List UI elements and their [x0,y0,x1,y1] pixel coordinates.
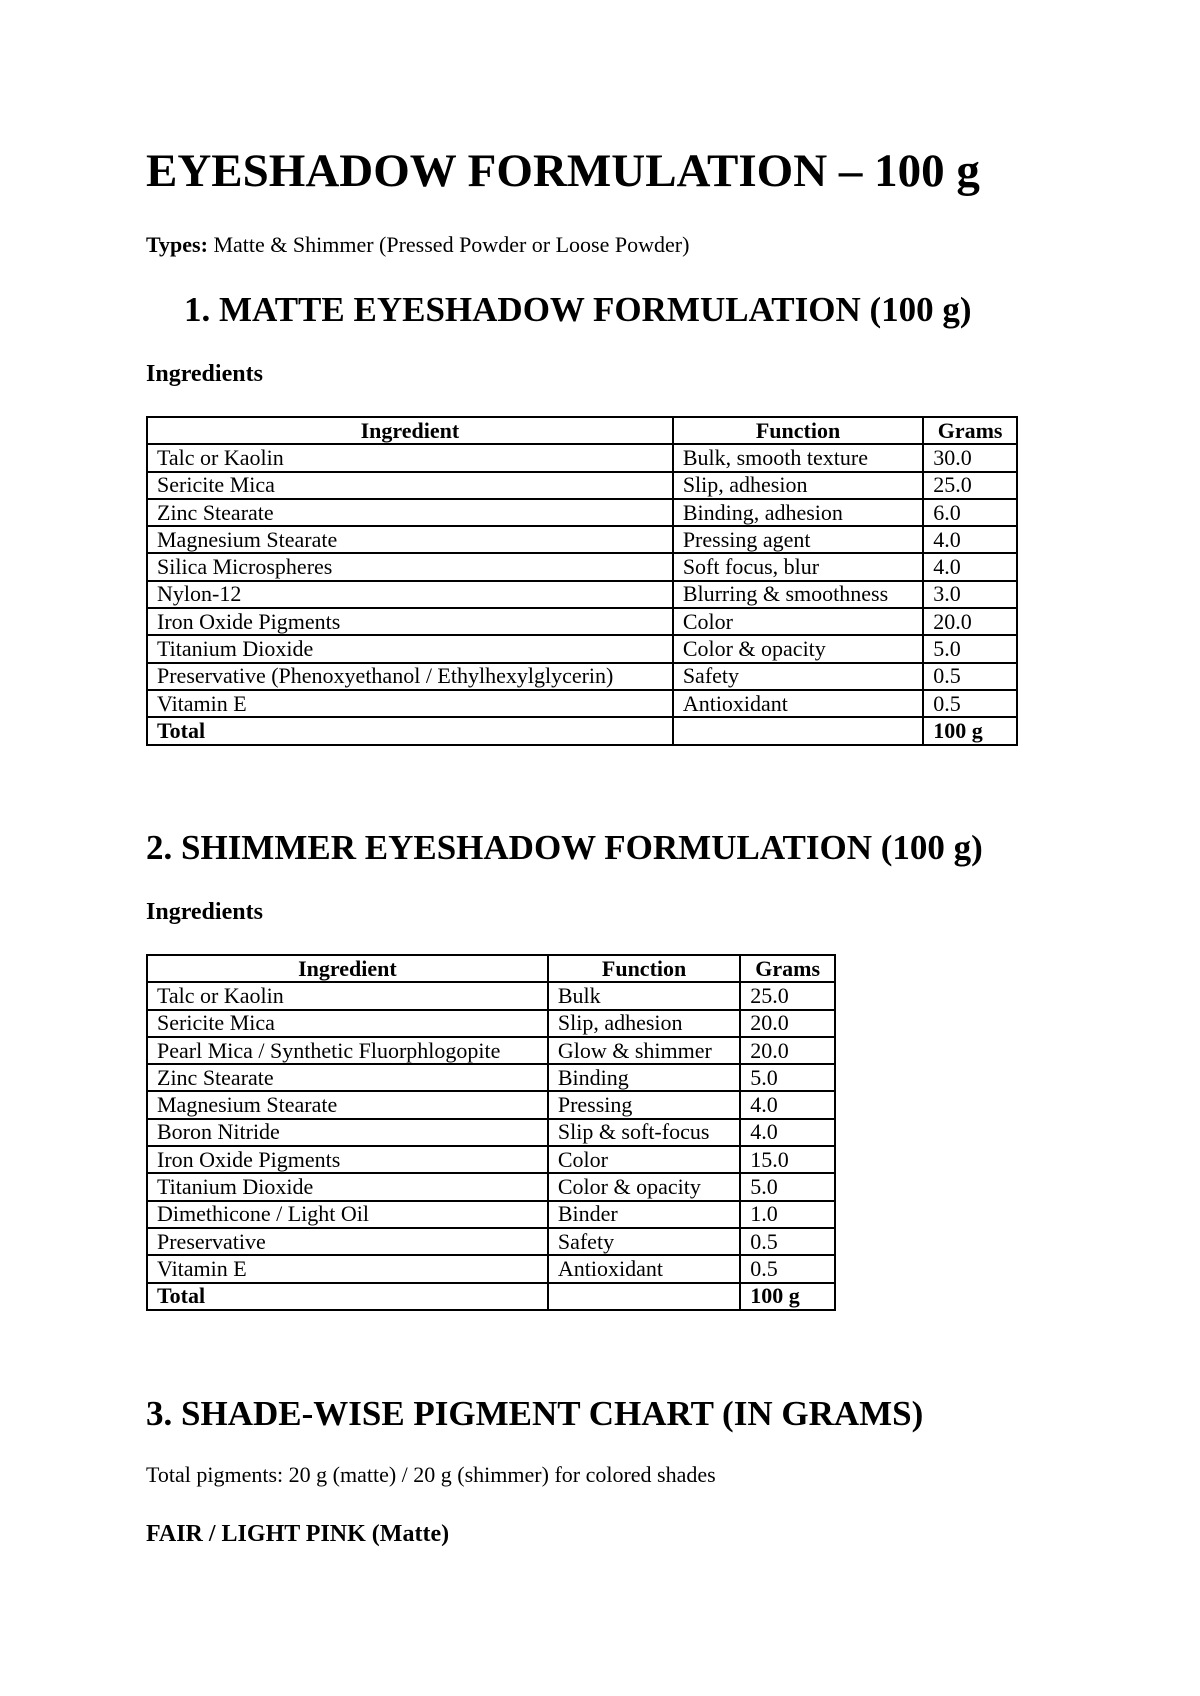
table-cell: 4.0 [923,553,1017,580]
table-cell: 0.5 [740,1255,835,1282]
types-label: Types: [146,232,208,257]
table-cell: Pressing [548,1091,740,1118]
table-cell: 5.0 [740,1173,835,1200]
matte-heading: 1. MATTE EYESHADOW FORMULATION (100 g) [184,290,972,329]
table-row [147,581,1017,608]
total-cell: Total [147,717,673,744]
total-cell: 100 g [923,717,1017,744]
column-header: Ingredient [147,955,548,982]
table-cell: Silica Microspheres [147,553,673,580]
total-cell: 100 g [740,1283,835,1310]
table-cell: Boron Nitride [147,1119,548,1146]
table-cell: 0.5 [740,1228,835,1255]
table-header-row [147,417,1017,444]
table-cell: Iron Oxide Pigments [147,1146,548,1173]
table-row [147,1228,835,1255]
table-cell: 20.0 [740,1010,835,1037]
total-row [147,1283,835,1310]
table-row [147,690,1017,717]
table-cell: Vitamin E [147,690,673,717]
table-cell: 25.0 [923,472,1017,499]
table-cell: 3.0 [923,581,1017,608]
table-row [147,499,1017,526]
table-cell: 15.0 [740,1146,835,1173]
table-cell: 1.0 [740,1201,835,1228]
table-row [147,635,1017,662]
table-cell: Talc or Kaolin [147,982,548,1009]
table-row [147,1037,835,1064]
table-row [147,1173,835,1200]
table-cell: Preservative [147,1228,548,1255]
table-cell: Sericite Mica [147,1010,548,1037]
matte-ingredients-table [146,416,1018,746]
table-cell: Dimethicone / Light Oil [147,1201,548,1228]
table-row [147,1119,835,1146]
total-cell [548,1283,740,1310]
column-header: Ingredient [147,417,673,444]
table-cell: 6.0 [923,499,1017,526]
table-row [147,1091,835,1118]
shade-heading-fair-light-pink: FAIR / LIGHT PINK (Matte) [146,1521,450,1547]
table-cell: Nylon-12 [147,581,673,608]
document-title: EYESHADOW FORMULATION – 100 g [146,145,980,197]
table-cell: Pearl Mica / Synthetic Fluorphlogopite [147,1037,548,1064]
shimmer-heading: 2. SHIMMER EYESHADOW FORMULATION (100 g) [146,828,983,867]
table-cell: Preservative (Phenoxyethanol / Ethylhexylglycerin) [147,663,673,690]
table-cell: Pressing agent [673,526,923,553]
table-cell: Soft focus, blur [673,553,923,580]
table-cell: Safety [673,663,923,690]
table-cell: 5.0 [923,635,1017,662]
table-cell: 4.0 [740,1119,835,1146]
table-cell: Slip, adhesion [673,472,923,499]
table-cell: 30.0 [923,444,1017,471]
table-row [147,444,1017,471]
matte-ingredients-subheading: Ingredients [146,361,263,387]
table-cell: Titanium Dioxide [147,635,673,662]
table-cell: Magnesium Stearate [147,1091,548,1118]
table-cell: Antioxidant [548,1255,740,1282]
total-cell: Total [147,1283,548,1310]
table-cell: Binding [548,1064,740,1091]
table-row [147,472,1017,499]
table-cell: Color [548,1146,740,1173]
table-cell: Talc or Kaolin [147,444,673,471]
table-row [147,1010,835,1037]
types-value: Matte & Shimmer (Pressed Powder or Loose Powder) [213,232,690,257]
table-cell: Color & opacity [673,635,923,662]
table-cell: 25.0 [740,982,835,1009]
table-cell: Glow & shimmer [548,1037,740,1064]
types-line [146,232,689,258]
table-cell: 4.0 [740,1091,835,1118]
shimmer-ingredients-table [146,954,836,1311]
table-row [147,526,1017,553]
total-row [147,717,1017,744]
column-header: Function [673,417,923,444]
table-row [147,1201,835,1228]
table-cell: 20.0 [740,1037,835,1064]
table-row [147,663,1017,690]
table-cell: Binder [548,1201,740,1228]
table-row [147,1064,835,1091]
pigment-note: Total pigments: 20 g (matte) / 20 g (shimmer) for colored shades [146,1462,716,1487]
shimmer-ingredients-subheading: Ingredients [146,899,263,925]
column-header: Grams [740,955,835,982]
table-cell: 5.0 [740,1064,835,1091]
table-cell: Magnesium Stearate [147,526,673,553]
table-row [147,1146,835,1173]
table-cell: Zinc Stearate [147,499,673,526]
table-cell: Binding, adhesion [673,499,923,526]
column-header: Grams [923,417,1017,444]
table-cell: Titanium Dioxide [147,1173,548,1200]
table-cell: Safety [548,1228,740,1255]
table-cell: Antioxidant [673,690,923,717]
table-cell: Color [673,608,923,635]
table-header-row [147,955,835,982]
table-row [147,553,1017,580]
table-cell: Iron Oxide Pigments [147,608,673,635]
table-cell: 0.5 [923,690,1017,717]
table-row [147,1255,835,1282]
column-header: Function [548,955,740,982]
table-cell: Vitamin E [147,1255,548,1282]
table-cell: Bulk [548,982,740,1009]
table-row [147,982,835,1009]
table-cell: Slip & soft-focus [548,1119,740,1146]
table-cell: 20.0 [923,608,1017,635]
table-cell: Slip, adhesion [548,1010,740,1037]
table-row [147,608,1017,635]
pigment-chart-heading: 3. SHADE-WISE PIGMENT CHART (IN GRAMS) [146,1394,924,1433]
table-cell: Blurring & smoothness [673,581,923,608]
table-cell: Zinc Stearate [147,1064,548,1091]
table-cell: Bulk, smooth texture [673,444,923,471]
table-cell: Color & opacity [548,1173,740,1200]
table-cell: 0.5 [923,663,1017,690]
table-cell: Sericite Mica [147,472,673,499]
total-cell [673,717,923,744]
table-cell: 4.0 [923,526,1017,553]
